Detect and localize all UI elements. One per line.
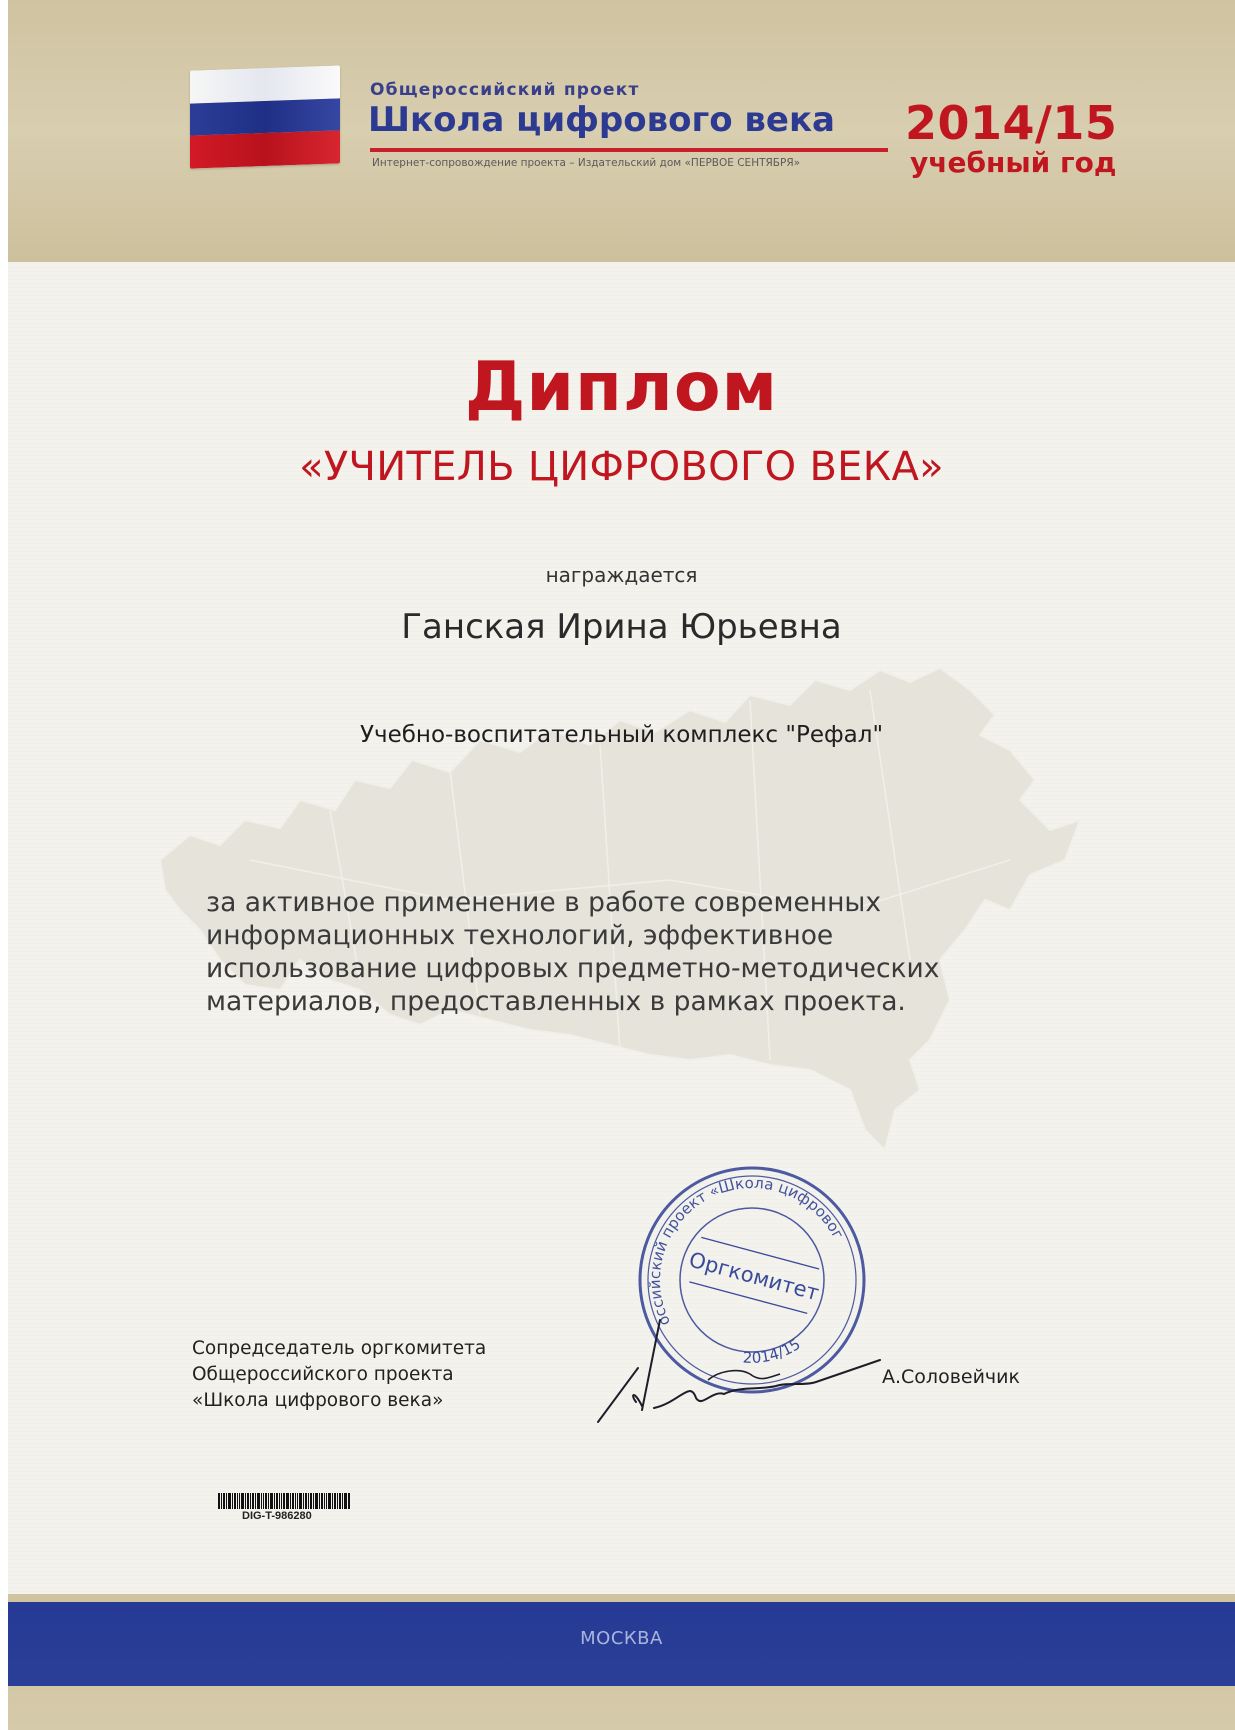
russian-flag-icon <box>190 65 340 168</box>
diploma-title: Диплом <box>464 348 779 427</box>
signatory-line: Сопредседатель оргкомитета <box>192 1338 487 1359</box>
diploma-subtitle: «УЧИТЕЛЬ ЦИФРОВОГО ВЕКА» <box>299 444 944 490</box>
award-reason <box>206 886 1026 1018</box>
reason-line: материалов, предоставленных в рамках проекта. <box>206 986 906 1017</box>
reason-line: использование цифровых предметно-методических <box>206 953 940 984</box>
school-name: Учебно-воспитательный комплекс "Рефал" <box>359 722 884 748</box>
barcode-number: DIG-T-986280 <box>242 1510 312 1522</box>
stamp-ring-text: Общероссийский проект «Школа цифрового <box>645 1173 848 1329</box>
project-subtitle: Интернет-сопровождение проекта – Издательский дом «ПЕРВОЕ СЕНТЯБРЯ» <box>372 157 801 169</box>
signatory-line: «Школа цифрового века» <box>192 1390 444 1411</box>
barcode <box>218 1493 350 1509</box>
stamp-bottom-text: 2014/15 <box>742 1334 804 1367</box>
signer-name: А.Соловейчик <box>882 1366 1020 1388</box>
reason-line: за активное применение в работе современных <box>206 887 882 918</box>
reason-line: информационных технологий, эффективное <box>206 920 834 951</box>
awarded-label: награждается <box>545 563 698 587</box>
project-title: Школа цифрового века <box>368 100 836 140</box>
academic-year: 2014/15 <box>905 96 1118 150</box>
stamp-center-text: Оргкомитет <box>686 1247 822 1306</box>
project-kicker: Общероссийский проект <box>370 80 640 100</box>
academic-year-label: учебный год <box>910 146 1117 179</box>
footer-city: МОСКВА <box>580 1628 663 1649</box>
signatory-line: Общероссийского проекта <box>192 1364 454 1385</box>
signatory-title <box>192 1336 486 1414</box>
handwritten-signature <box>590 1290 890 1430</box>
recipient-name: Ганская Ирина Юрьевна <box>401 607 842 647</box>
header-divider <box>370 148 888 152</box>
